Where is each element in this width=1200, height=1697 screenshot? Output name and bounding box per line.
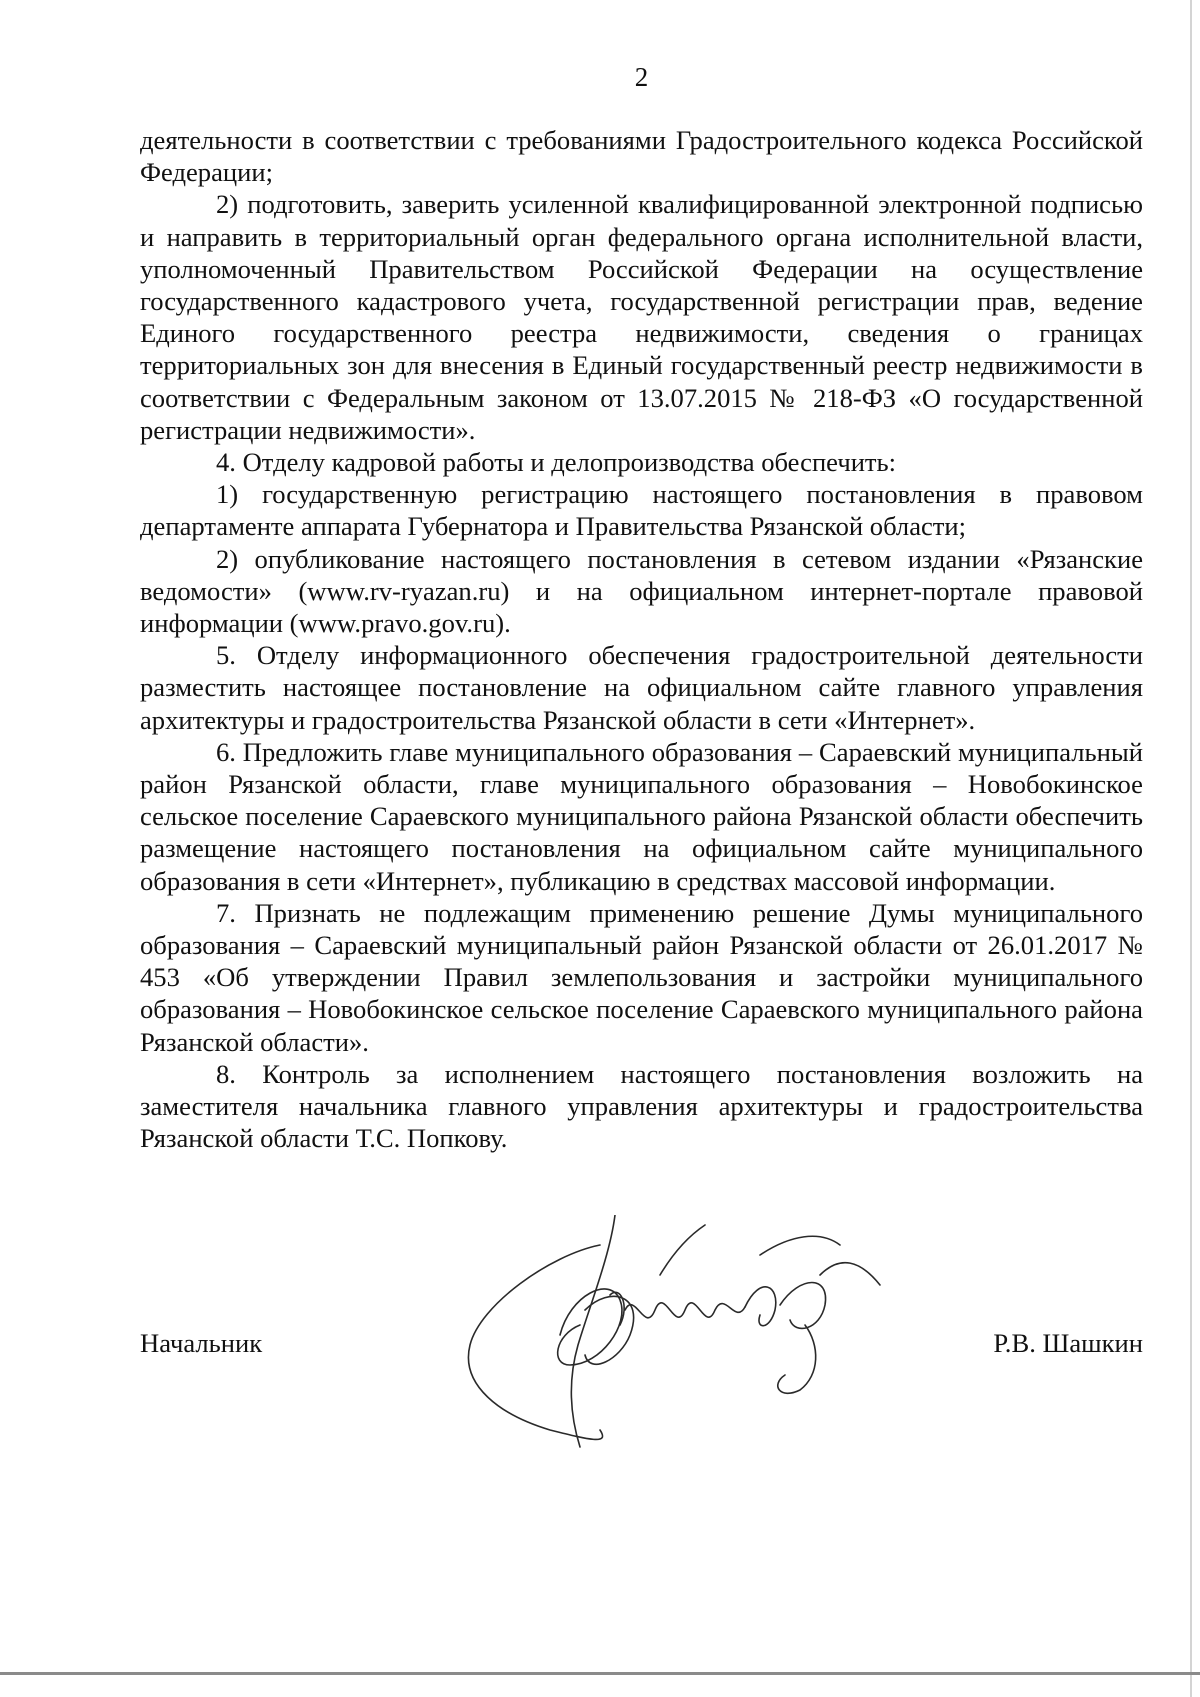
paragraph-item-4: 4. Отделу кадровой работы и делопроизводства обеспечить: (216, 447, 897, 478)
paragraph-continuation: деятельности в соответствии с требованиями Градостроительного кодекса Российской Федерации; (140, 125, 1143, 188)
page-number: 2 (634, 62, 649, 92)
paragraph-item-3-2: 2) подготовить, заверить усиленной квалифицированной электронной подписью и направить в территориальный орган федерального органа исполнительной власти, уполномоченный Правительством Российской Федерации на осуществление государственного кадастрового учета, государственной регистрации прав, ведение Единого государственного реестра недвижимости, сведения о границах территориальных зон для внесения в Единый государственный реестр недвижимости в соответствии с Федеральным законом от 13.07.2015 № 218-ФЗ «О государственной регистрации недвижимости». (140, 189, 1143, 445)
signatory-name: Р.В. Шашкин (993, 1328, 1143, 1358)
document-body (140, 124, 1143, 1155)
paragraph-item-5: 5. Отделу информационного обеспечения градостроительной деятельности разместить настоящее постановление на официальном сайте главного управления архитектуры и градостроительства Рязанской области в сети «Интернет». (140, 640, 1143, 735)
paragraph-item-4-2: 2) опубликование настоящего постановления в сетевом издании «Рязанские ведомости» (www.rv-ryazan.ru) и на официальном интернет-портале правовой информации (www.pravo.gov.ru). (140, 543, 1143, 639)
scan-bottom-edge (0, 1672, 1200, 1675)
signatory-title: Начальник (140, 1328, 263, 1358)
handwritten-signature-icon (460, 1215, 900, 1455)
paragraph-item-7: 7. Признать не подлежащим применению решение Думы муниципального образования – Сараевский муниципальный район Рязанской области от 26.01.2017 № 453 «Об утверждении Правил землепользования и застройки муниципального образования – Новобокинское сельское поселение Сараевского муниципального района Рязанской области». (140, 897, 1143, 1057)
scan-right-edge (1190, 0, 1192, 1697)
paragraph-item-8: 8. Контроль за исполнением настоящего постановления возложить на заместителя начальника главного управления архитектуры и градостроительства Рязанской области Т.С. Попкову. (140, 1058, 1143, 1154)
paragraph-item-6: 6. Предложить главе муниципального образования – Сараевский муниципальный район Рязанской области, главе муниципального образования – Новобокинское сельское поселение Сараевского муниципального района Рязанской области обеспечить размещение настоящего постановления на официальном сайте муниципального образования в сети «Интернет», публикацию в средствах массовой информации. (140, 736, 1143, 896)
paragraph-item-4-1: 1) государственную регистрацию настоящего постановления в правовом департаменте аппарата Губернатора и Правительства Рязанской области; (140, 479, 1143, 542)
